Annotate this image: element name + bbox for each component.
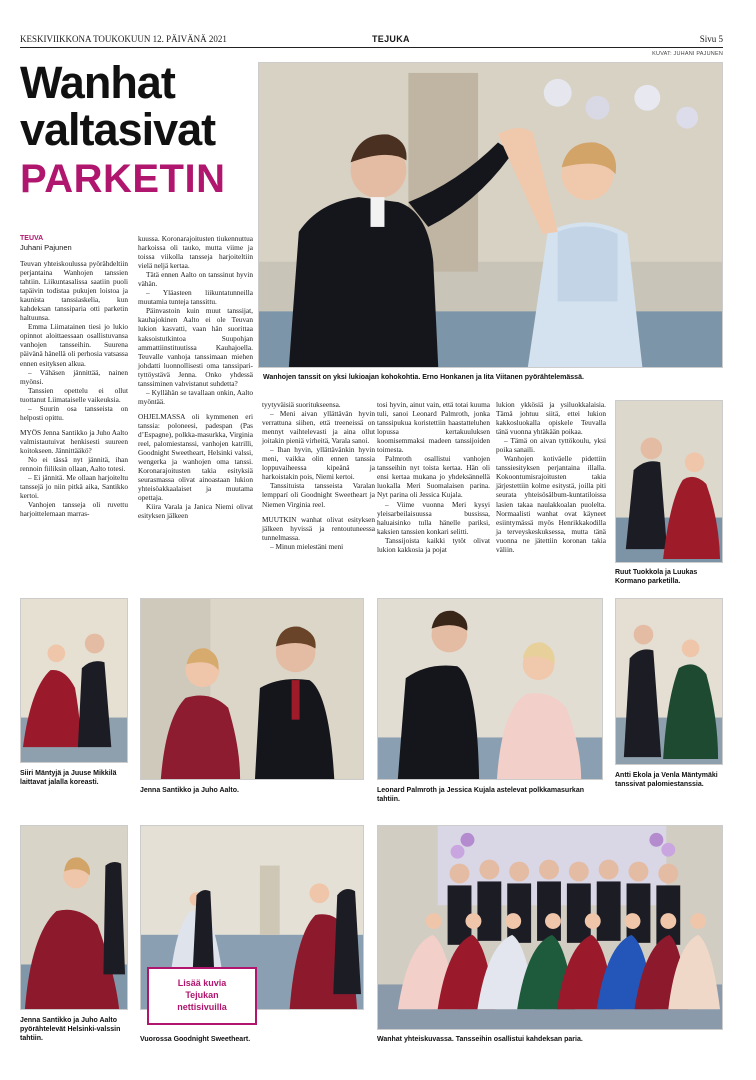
article-paragraph: Tätä ennen Aalto on tanssinut hyvin vähän. xyxy=(138,270,253,289)
byline-place: TEUVA xyxy=(20,235,44,242)
article-paragraph: No ei tässä nyt jännitä, ihan rennoin fiiliksin ollaan, Aalto totesi. xyxy=(20,454,128,474)
article-paragraph: MUUTKIN wanhat olivat esityksen jälkeen hyvissä ja rentoutuneessa tunnelmassa. xyxy=(262,514,375,542)
article-paragraph: tosi hyvin, ainut vain, että totai kuuma tuli, sanoi Leonard Palmroth, jonka tanssipukua koristettiin haastatteluhen lopussa kertakuuluksen koomisemmaksi madeen tanssijoiden toimesta. xyxy=(377,400,490,455)
caption-antti: Antti Ekola ja Venla Mäntymäki tanssivat palomiestanssia. xyxy=(615,772,718,788)
header-page-number: Sivu 5 xyxy=(699,34,723,44)
article-paragraph: – Ihan hyvin, yllättävänkin hyvin meni, vaikka olin ennen tanssia loppuvaiheessa kipeänä ja harkoistakin pois, Niemi kertoi. xyxy=(262,445,375,482)
caption-goodnight: Vuorossa Goodnight Sweetheart. xyxy=(140,1036,251,1043)
photo-group xyxy=(377,825,723,1030)
article-paragraph: Teuvan yhteiskoulussa pyörähdeltiin perjantaina Wanhojen tanssien tahtiin. Liikuntasalissa saatiin puoli tapäivin todistaa pukujen loistoa ja kaunista tanssiaskelia, kun kahdeksan tanssiparia otti parketin haltuunsa. xyxy=(20,259,128,323)
article-paragraph: tyytyväisiä suoritukseensa. xyxy=(262,400,341,409)
article-paragraph: – Kyllähän se tavallaan onkin, Aalto myöntää. xyxy=(138,387,253,406)
article-paragraph: – Viime vuonna Meri kysyi yleisarbeilaisuussa bussissa, haluaisinko tulla hänelle pariksi, kaksien tanssien konkari selitti. xyxy=(377,499,490,536)
promo-line-2: Tejukan xyxy=(185,990,219,1000)
caption-jenna-1: Jenna Santikko ja Juho Aalto. xyxy=(140,787,239,794)
caption-leonard: Leonard Palmroth ja Jessica Kujala astelevat polkkamasurkan tahtiin. xyxy=(377,787,584,803)
article-column-2 xyxy=(138,234,253,520)
photo-siiri xyxy=(20,598,128,763)
article-paragraph: MYÖS Jenna Santikko ja Juho Aalto valmistautuivat henkisesti suureen koitokseen. Jännittääkö? xyxy=(20,427,128,455)
header-paper-name: TEJUKA xyxy=(372,34,410,44)
caption-siiri: Siiri Mäntyjä ja Juuse Mikkilä laittavat jalalla koreasti. xyxy=(20,770,117,786)
article-paragraph: Päinvastoin kuin muut tanssijat, kauhajokinen Aalto ei ole Teuvan lukion kasvatti, vaan hän suorittaa kaksoistutkintoa Suupohjan ammattiinstituutissa Kauhajoella. Teuvalle vanhoja tanssimaan miehen johdatti luonnollisesti oma tanssipari-tyttöystävä Jenna. Onko yhdessä tanssiminen vahvistanut suhdetta? xyxy=(138,306,253,388)
promo-box[interactable] xyxy=(147,967,257,1025)
article-paragraph: Emma Liimatainen tiesi jo lukio opinnot aloittaessaan osallistuvansa vanhojen tansseihin. Suurena päivänä hänellä oli perhosia vatsassa ennen esityksen alkua. xyxy=(20,322,128,368)
article-paragraph: Kiira Varala ja Janica Niemi olivat esityksen jälkeen xyxy=(138,502,253,521)
article-column-1 xyxy=(20,234,128,518)
article-column-3 xyxy=(262,400,375,551)
page-header xyxy=(20,34,723,48)
caption-ruut: Ruut Tuokkola ja Luukas Kormano parketilla. xyxy=(615,569,698,585)
article-paragraph: – Minun mielestäni meni xyxy=(270,541,344,551)
photo-leonard-jessica xyxy=(377,598,603,780)
photo-ruut xyxy=(615,400,723,563)
article-paragraph: kuussa. Koronarajoitusten tiukennuttua harkoissa oli tauko, mutta viime ja toissa viikolla tansseja harjoiteltiin vielä neljä kertaa. xyxy=(138,234,253,271)
headline-line-2: valtasivat xyxy=(20,104,216,155)
article-paragraph: OHJELMASSA oli kymmenen eri tanssia: poloneesi, padespan (Pas d’Espagne), polkka-masurkka, Virginia reel, palomiestanssi, vanhojen katrilli, Goodnight Sweetheart, Helsinki valssi, wengerka ja wanhojen oma tanssi. Koronarajoitusten takia esityksiä seurasmassa olivat ainoastaan lukion yhteisöakkaalaiset ja muutama opettaja. xyxy=(138,411,253,503)
caption-group: Wanhat yhteiskuvassa. Tansseihin osallistui kahdeksan paria. xyxy=(377,1036,583,1043)
main-photo xyxy=(258,62,723,368)
promo-line-3: nettisivuilla xyxy=(177,1002,227,1012)
article-column-5 xyxy=(496,400,606,554)
photo-credit: KUVAT: JUHANI PAJUNEN xyxy=(652,51,723,57)
headline-line-3: PARKETIN xyxy=(20,157,226,201)
article-paragraph: Tanssien opettelu ei ollut tuottanut Liimataiselle vaikeuksia. xyxy=(20,385,128,404)
article-paragraph: – Yläasteen liikuntatunneilla muutamia tunteja tanssittu. xyxy=(138,288,253,307)
article-paragraph: – Ei jännitä. Me ollaan harjoiteltu tanssejä jo niin pitkä aika, Santikko kertoi. xyxy=(20,473,128,501)
article-paragraph: – Vähäsen jännittää, nainen myönsi. xyxy=(20,367,128,386)
promo-line-1: Lisää kuvia xyxy=(177,978,227,988)
article-paragraph: Wanhojen kotiväelle pidettiin tanssiesityksen perjantaina illalla. Kokoontumisrajoitusten takia järjestettiin kolme esitystä, joilla piti seurata yhteisösälbum-kuntatiloissa lasien takaa naulakkoalan puolelta. Normaalisti wanhat ovat käyneet esiintymässä myös Henrikkakodilla ja terveyskeskuksessa, mutta tänä vuonna ne jätettiin koronan takia väliin. xyxy=(496,454,606,554)
article-paragraph: – Tämä on aivan tyttökoulu, yksi poika sanaili. xyxy=(496,436,606,455)
photo-antti-venla xyxy=(615,598,723,765)
article-paragraph: Tanssituista tansseista Varalan lempparí oli Goodnight Sweetheart ja Niemen Virginia reel. xyxy=(262,481,375,509)
caption-main: Wanhojen tanssit on yksi lukioajan kohokohtia. Erno Honkanen ja Iita Viitanen pyörähtelemässä. xyxy=(263,374,584,381)
article-paragraph: – Suurin osa tansseista on helposti opittu. xyxy=(20,403,128,422)
headline-line-1: Wanhat xyxy=(20,57,175,108)
headline xyxy=(20,57,254,204)
header-date: KESKIVIIKKONA TOUKOKUUN 12. PÄIVÄNÄ 2021 xyxy=(20,34,227,44)
article-paragraph: Palmroth osallistui vanhojen tansseihin nyt toista kertaa. Hän oli ensi kertaa mukana jo yhdeksännellä luokalla Meri Suomalaisen parina. Nyt parina oli Jessica Kujala. xyxy=(377,454,490,500)
article-paragraph: – Meni aivan yllättävän hyvin verrattuna siihen, että treeneissä on mennyt vaihtelevasti ja aina ollut joitakin pieniä virheitä, Varala sanoi. xyxy=(262,409,375,446)
byline-author: Juhani Pajunen xyxy=(20,243,72,252)
caption-jenna-2: Jenna Santikko ja Juho Aalto pyörähtelevät Helsinki-valssin tahtiin. xyxy=(20,1017,121,1042)
photo-jenna-valssi xyxy=(20,825,128,1010)
article-paragraph: Vanhojen tansseja oli ruvettu harjoittelemaan marras- xyxy=(20,500,128,519)
article-paragraph: Tanssijoista kaikki tytöt olivat lukion kakkosia ja pojat xyxy=(377,535,490,554)
article-paragraph: lukion ykkösiä ja ysiluokkalaisia. Tämä johtuu siitä, ettei lukion kakkosluokalla opiskele Teuvalla tänä vuonna yhtäkään poikaa. xyxy=(496,400,606,437)
article-column-4 xyxy=(377,400,490,554)
photo-jenna-juho xyxy=(140,598,364,780)
